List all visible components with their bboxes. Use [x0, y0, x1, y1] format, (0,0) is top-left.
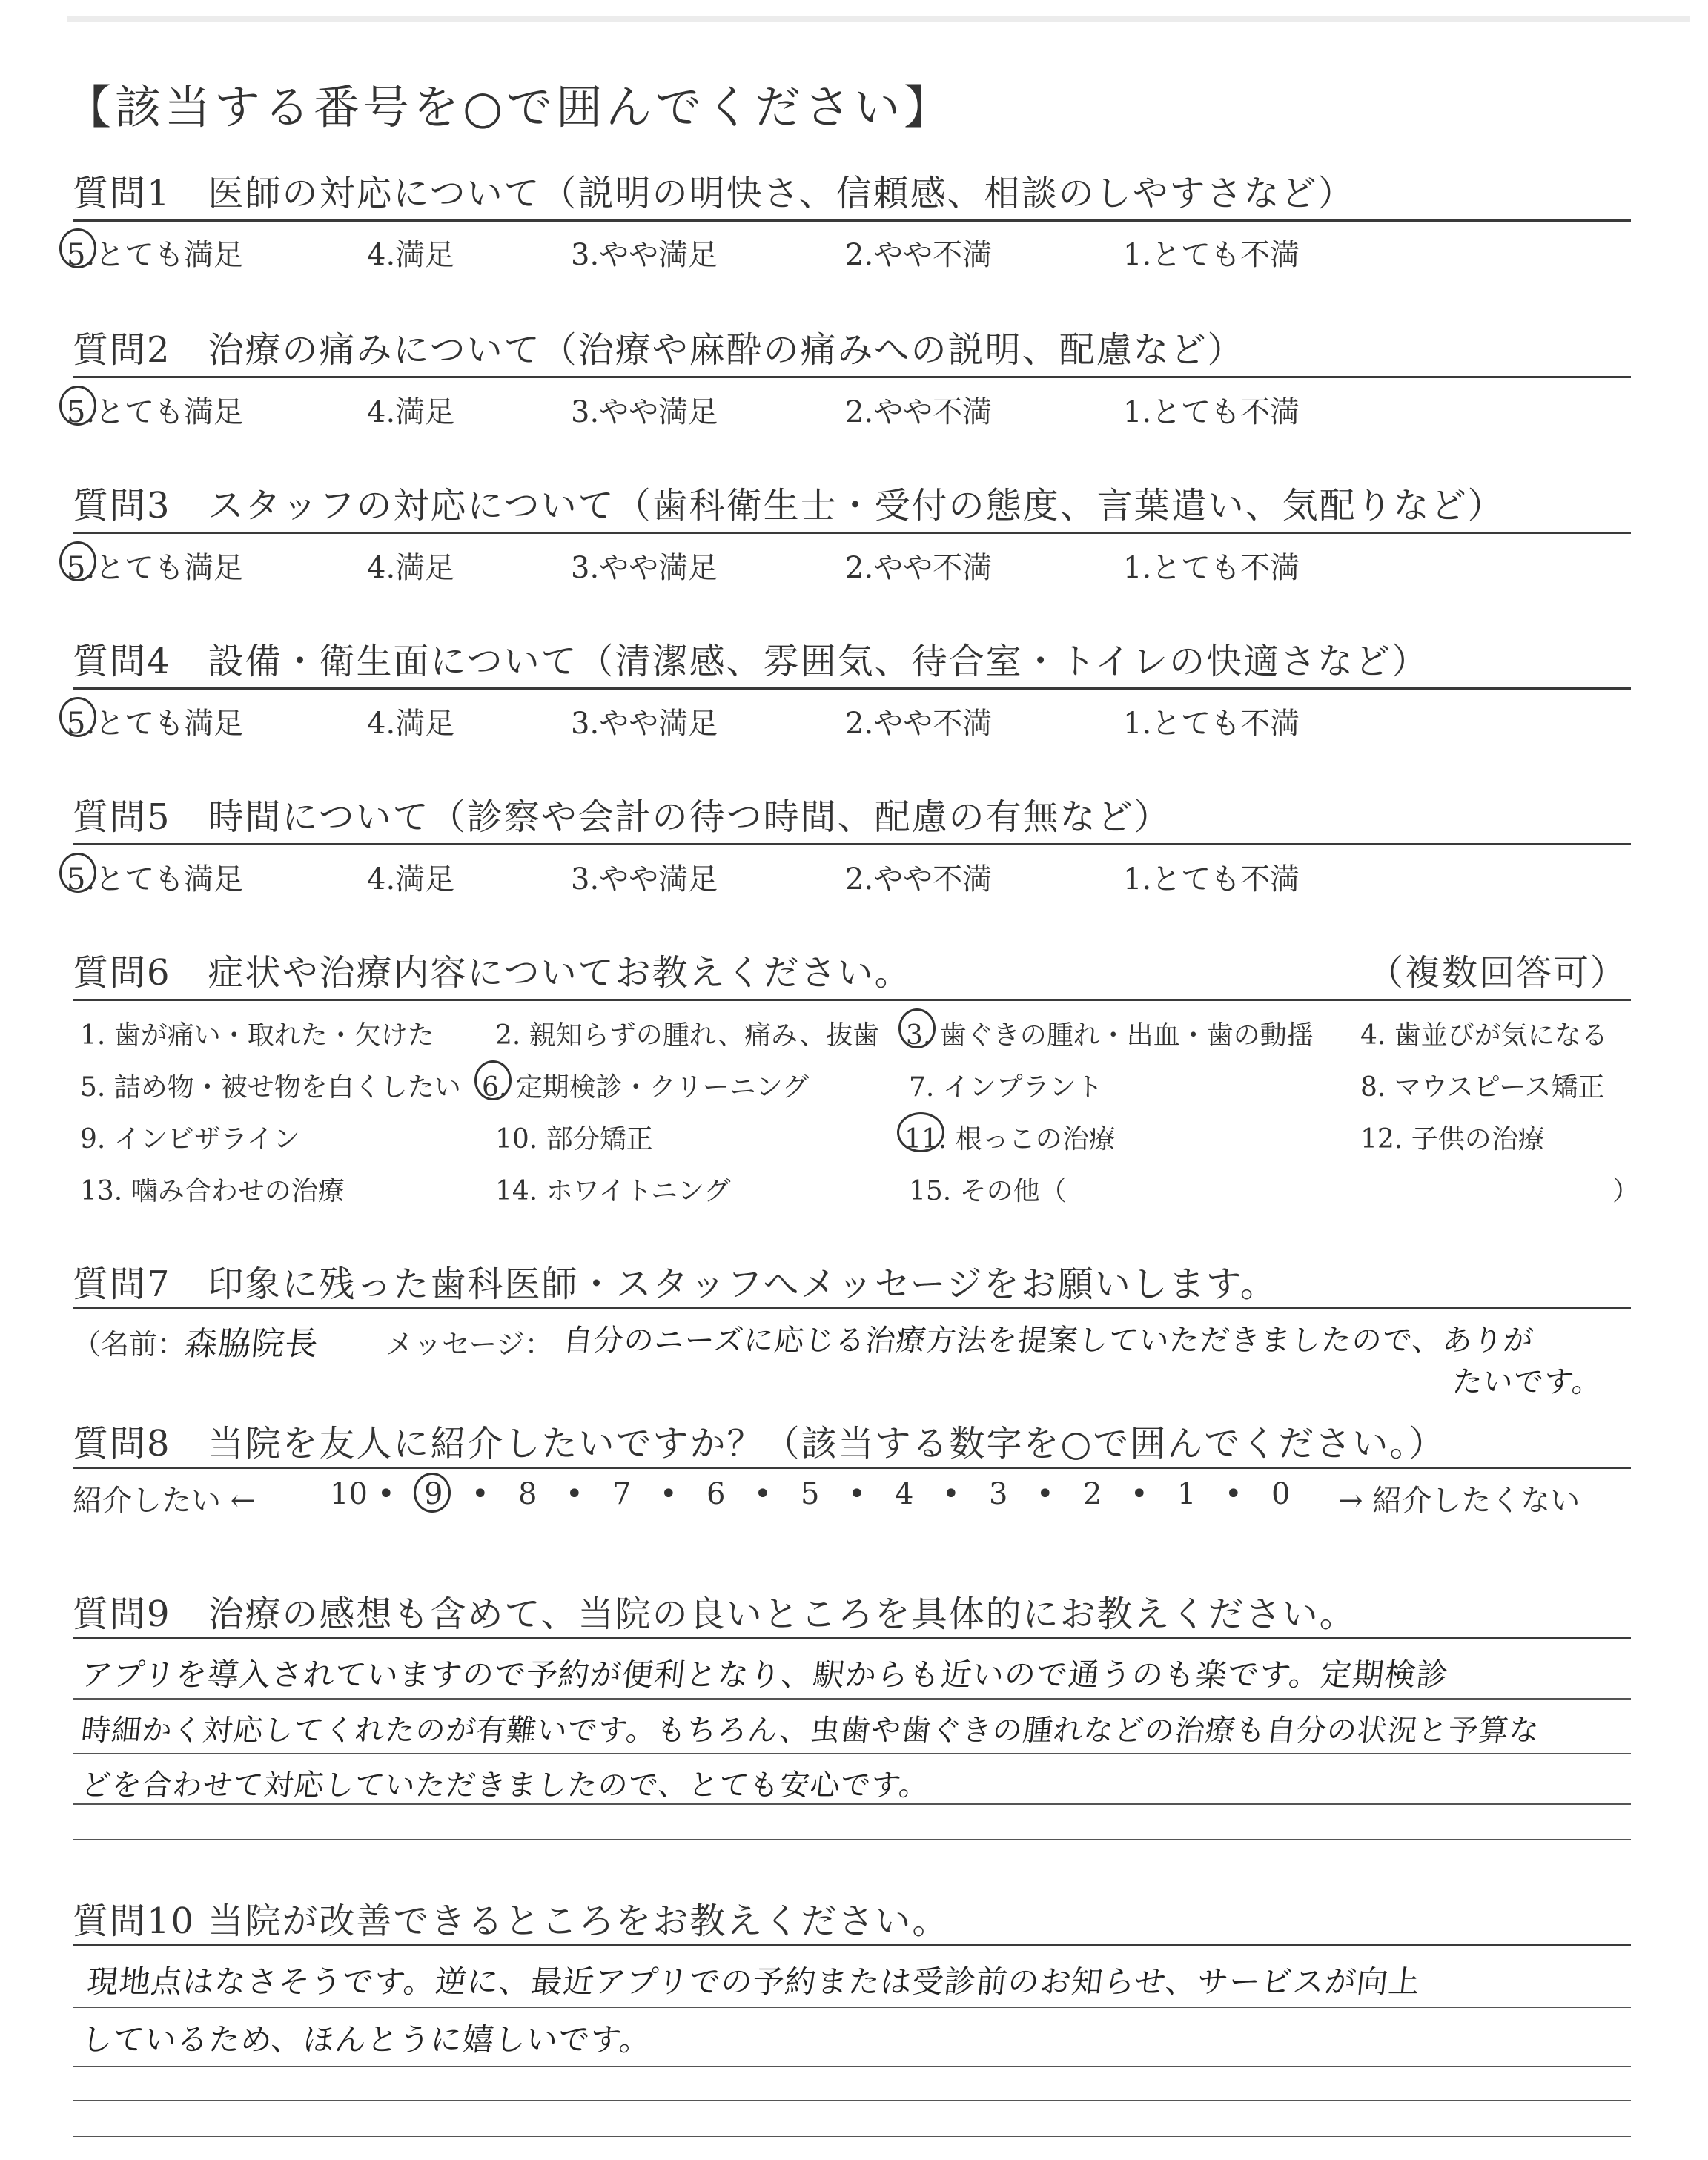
q5-opt-3[interactable]: 3.やや満足	[571, 862, 718, 896]
q6-item-4[interactable]: 4. 歯並びが気になる	[1360, 1020, 1608, 1051]
q10-line-2[interactable]: しているため、ほんとうに嬉しいです。	[79, 2021, 654, 2058]
q8-option-3[interactable]: 3	[989, 1477, 1008, 1511]
q10-title: 質問10 当院が改善できるところをお教えください。	[73, 1900, 950, 1942]
q5-opt-4[interactable]: 4.満足	[367, 862, 455, 896]
q8-title: 質問8 当院を友人に紹介したいですか？（該当する数字を○で囲んでください。）	[73, 1423, 1446, 1464]
q6-item-1[interactable]: 1. 歯が痛い・取れた・欠けた	[80, 1020, 434, 1051]
q6-title: 質問6 症状や治療内容についてお教えください。	[73, 952, 912, 994]
q8-option-4[interactable]: 4	[895, 1477, 914, 1511]
q8-option-9[interactable]: 9	[424, 1477, 443, 1511]
q8-option-8[interactable]: 8	[518, 1477, 537, 1511]
q10-line-rule-1	[73, 2007, 1631, 2008]
q1-opt-5[interactable]: 5.とても満足	[67, 238, 244, 272]
q8-right-label: → 紹介したくない	[1338, 1484, 1580, 1518]
q4-opt-3[interactable]: 3.やや満足	[571, 707, 718, 741]
q9-rule	[73, 1637, 1631, 1639]
q6-item-15[interactable]: 15. その他（	[909, 1176, 1067, 1206]
q5-opt-5[interactable]: 5.とても満足	[67, 862, 244, 896]
q8-left-label: 紹介したい ←	[73, 1484, 256, 1518]
q3-opt-4[interactable]: 4.満足	[367, 551, 455, 585]
q4-opt-5[interactable]: 5.とても満足	[67, 707, 244, 741]
q6-item-7[interactable]: 7. インプラント	[909, 1072, 1103, 1103]
q8-option-2[interactable]: 2	[1083, 1477, 1102, 1511]
q8-option-7[interactable]: 7	[612, 1477, 632, 1511]
q5-title: 質問5 時間について（診察や会計の待つ時間、配慮の有無など）	[73, 796, 1171, 838]
q2-rule	[73, 376, 1631, 378]
q3-opt-3[interactable]: 3.やや満足	[571, 551, 718, 585]
q8-separator-dot: •	[942, 1477, 960, 1511]
q7-message-label: メッセージ：	[385, 1328, 553, 1361]
q6-item-5[interactable]: 5. 詰め物・被せ物を白くしたい	[80, 1072, 461, 1103]
q8-separator-dot: •	[848, 1477, 866, 1511]
q8-rule	[73, 1467, 1631, 1469]
q2-opt-1[interactable]: 1.とても不満	[1123, 395, 1300, 429]
q9-title: 質問9 治療の感想も含めて、当院の良いところを具体的にお教えください。	[73, 1593, 1357, 1635]
q3-title: 質問3 スタッフの対応について（歯科衛生士・受付の態度、言葉遣い、気配りなど）	[73, 485, 1505, 526]
q6-item-10[interactable]: 10. 部分矯正	[495, 1124, 653, 1155]
q8-option-10[interactable]: 10	[330, 1477, 368, 1511]
q2-opt-4[interactable]: 4.満足	[367, 395, 455, 429]
q9-line-rule-2	[73, 1753, 1631, 1754]
top-border	[67, 16, 1690, 22]
form-heading: 【該当する番号を○で囲んでください】	[65, 80, 954, 134]
q9-line-1[interactable]: アプリを導入されていますので予約が便利となり、駅からも近いので通うのも楽です。定期検診	[79, 1657, 1451, 1693]
q5-opt-1[interactable]: 1.とても不満	[1123, 862, 1300, 896]
q3-opt-5[interactable]: 5.とても満足	[67, 551, 244, 585]
q10-rule	[73, 1944, 1631, 1946]
q7-message-line-1[interactable]: 自分のニーズに応じる治療方法を提案していただきましたので、ありが	[561, 1324, 1536, 1358]
q7-title: 質問7 印象に残った歯科医師・スタッフへメッセージをお願いします。	[73, 1264, 1277, 1305]
q9-line-2[interactable]: 時細かく対応してくれたのが有難いです。もちろん、虫歯や歯ぐきの腫れなどの治療も自分の状況と予算な	[79, 1714, 1542, 1748]
q3-opt-1[interactable]: 1.とても不満	[1123, 551, 1300, 585]
q7-name-label: （名前：	[73, 1328, 186, 1361]
q2-title: 質問2 治療の痛みについて（治療や麻酔の痛みへの説明、配慮など）	[73, 329, 1245, 371]
q9-line-rule-3	[73, 1803, 1631, 1805]
q6-item-14[interactable]: 14. ホワイトニング	[495, 1176, 731, 1206]
q8-separator-dot: •	[377, 1477, 395, 1511]
q4-opt-4[interactable]: 4.満足	[367, 707, 455, 741]
q8-option-5[interactable]: 5	[801, 1477, 820, 1511]
q7-name-value[interactable]: 森脇院長	[182, 1325, 321, 1363]
q10-line-rule-4	[73, 2136, 1631, 2137]
q6-item-9[interactable]: 9. インビザライン	[80, 1124, 300, 1155]
q8-separator-dot: •	[471, 1477, 489, 1511]
q10-line-rule-2	[73, 2066, 1631, 2067]
q6-item-11[interactable]: 11. 根っこの治療	[904, 1124, 1116, 1155]
q6-note: （複数回答可）	[1368, 952, 1628, 994]
q6-item-2[interactable]: 2. 親知らずの腫れ、痛み、抜歯	[495, 1020, 880, 1051]
q3-opt-2[interactable]: 2.やや不満	[845, 551, 993, 585]
q2-opt-2[interactable]: 2.やや不満	[845, 395, 993, 429]
q7-rule	[73, 1307, 1631, 1309]
q7-message-line-2[interactable]: たいです。	[1451, 1365, 1604, 1399]
q8-separator-dot: •	[660, 1477, 678, 1511]
q8-option-0[interactable]: 0	[1271, 1477, 1291, 1511]
q8-option-1[interactable]: 1	[1177, 1477, 1196, 1511]
q6-rule	[73, 999, 1631, 1001]
q4-rule	[73, 687, 1631, 690]
q4-opt-1[interactable]: 1.とても不満	[1123, 707, 1300, 741]
q5-rule	[73, 843, 1631, 845]
q6-item-6[interactable]: 6. 定期検診・クリーニング	[482, 1072, 810, 1103]
q2-opt-5[interactable]: 5.とても満足	[67, 395, 244, 429]
q8-separator-dot: •	[1131, 1477, 1148, 1511]
q1-opt-4[interactable]: 4.満足	[367, 238, 455, 272]
q6-item-3[interactable]: 3. 歯ぐきの腫れ・出血・歯の動揺	[906, 1020, 1314, 1051]
q3-rule	[73, 532, 1631, 534]
q8-option-6[interactable]: 6	[706, 1477, 726, 1511]
q6-item-8[interactable]: 8. マウスピース矯正	[1360, 1072, 1605, 1103]
q8-separator-dot: •	[1225, 1477, 1242, 1511]
q4-opt-2[interactable]: 2.やや不満	[845, 707, 993, 741]
q2-opt-3[interactable]: 3.やや満足	[571, 395, 718, 429]
q6-item-12[interactable]: 12. 子供の治療	[1360, 1124, 1545, 1155]
q1-rule	[73, 219, 1631, 222]
q6-other-close-paren: ）	[1612, 1176, 1640, 1206]
q10-line-rule-3	[73, 2100, 1631, 2101]
q6-item-13[interactable]: 13. 噛み合わせの治療	[80, 1176, 345, 1206]
q9-line-3[interactable]: どを合わせて対応していただきましたので、とても安心です。	[79, 1768, 932, 1803]
q5-opt-2[interactable]: 2.やや不満	[845, 862, 993, 896]
q8-separator-dot: •	[1036, 1477, 1054, 1511]
q1-opt-3[interactable]: 3.やや満足	[571, 238, 718, 272]
q8-separator-dot: •	[566, 1477, 583, 1511]
q10-line-1[interactable]: 現地点はなさそうです。逆に、最近アプリでの予約または受診前のお知らせ、サービスが向上	[85, 1964, 1423, 2000]
q1-title: 質問1 医師の対応について（説明の明快さ、信頼感、相談のしやすさなど）	[73, 173, 1355, 214]
q4-title: 質問4 設備・衛生面について（清潔感、雰囲気、待合室・トイレの快適さなど）	[73, 641, 1429, 682]
q8-selected-circle	[414, 1473, 451, 1513]
q9-line-rule-1	[73, 1698, 1631, 1700]
q1-opt-1[interactable]: 1.とても不満	[1123, 238, 1300, 272]
q9-line-rule-4	[73, 1839, 1631, 1840]
q8-separator-dot: •	[754, 1477, 772, 1511]
q1-opt-2[interactable]: 2.やや不満	[845, 238, 993, 272]
